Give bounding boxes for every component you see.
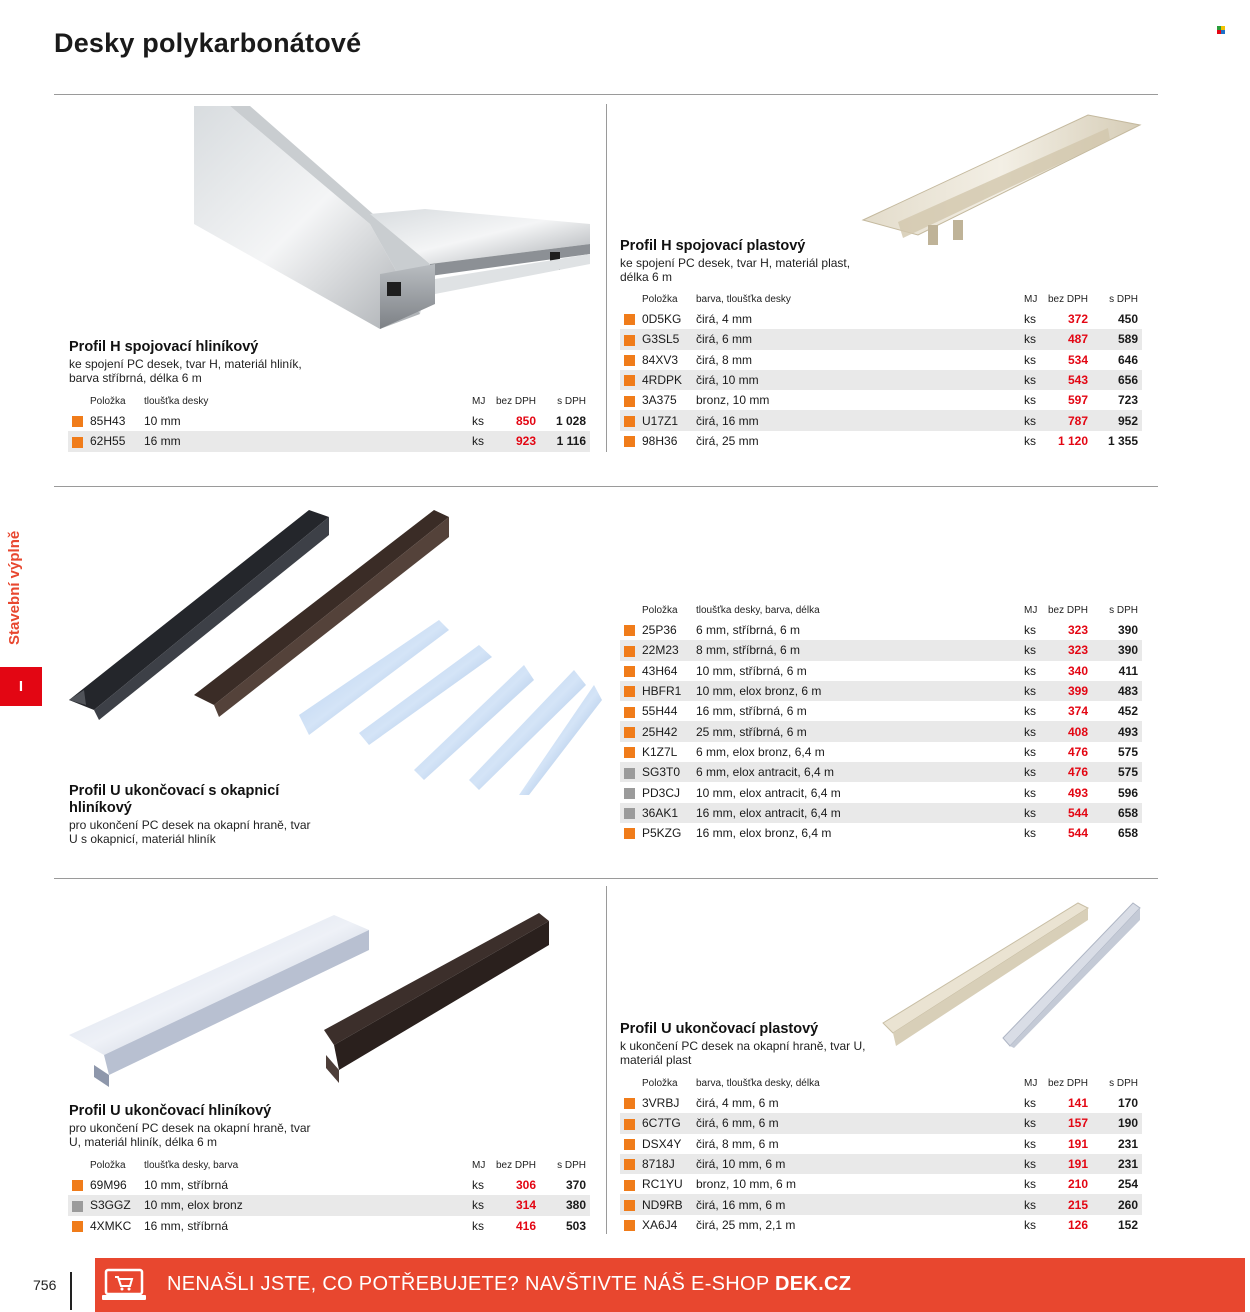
product-title: Profil U ukončovací s okapnicí hliníkový <box>69 783 280 816</box>
unit: ks <box>1024 1136 1036 1151</box>
product-spec: čirá, 16 mm <box>694 410 1022 430</box>
product-spec: čirá, 4 mm <box>696 312 753 327</box>
product-code: 55H44 <box>642 704 678 719</box>
price-without-vat: 544 <box>1067 826 1088 841</box>
product-code: 0D5KG <box>642 312 682 327</box>
product-description: k ukončení PC desek na okapní hraně, tvar U, materiál plast <box>620 1039 866 1067</box>
availability-swatch <box>624 646 635 657</box>
availability-swatch <box>624 747 635 758</box>
unit: ks <box>472 414 484 429</box>
table-row <box>620 782 1142 802</box>
column-header: MJ <box>472 396 486 407</box>
table-row <box>620 1134 1142 1154</box>
price-without-vat: 399 <box>1046 681 1096 701</box>
product-spec: 16 mm <box>142 431 470 451</box>
price-without-vat: 534 <box>1067 352 1088 367</box>
product-image-u-aluminium <box>64 905 564 1090</box>
table-row <box>620 410 1142 430</box>
table-row <box>68 431 590 451</box>
product-spec: 16 mm, stříbrná <box>144 1218 229 1233</box>
price-with-vat: 370 <box>565 1178 586 1193</box>
divider-lower <box>54 878 1158 879</box>
product-spec: 8 mm, stříbrná, 6 m <box>694 640 1022 660</box>
product-spec: 10 mm, elox antracit, 6,4 m <box>696 785 841 800</box>
product-spec: čirá, 25 mm <box>696 433 759 448</box>
unit: ks <box>1022 721 1046 741</box>
price-with-vat: 254 <box>1117 1177 1138 1192</box>
column-header: bez DPH <box>496 1160 537 1171</box>
price-with-vat: 658 <box>1117 826 1138 841</box>
column-header: MJ <box>1024 1078 1038 1089</box>
availability-swatch <box>624 625 635 636</box>
unit: ks <box>1024 433 1036 448</box>
product-u-drip-aluminium <box>69 783 329 846</box>
availability-swatch <box>624 1159 635 1170</box>
product-code: 43H64 <box>642 663 678 678</box>
availability-swatch <box>624 686 635 697</box>
table-row <box>68 1195 590 1215</box>
product-spec: 6 mm, elox antracit, 6,4 m <box>694 762 1022 782</box>
price-without-vat: 923 <box>494 431 544 451</box>
price-with-vat: 589 <box>1096 329 1142 349</box>
product-spec: 10 mm <box>144 414 181 429</box>
product-code: 69M96 <box>90 1178 127 1193</box>
price-table-u-plastic <box>620 1074 1142 1235</box>
product-code: 25P36 <box>642 623 677 638</box>
price-with-vat: 575 <box>1096 762 1142 782</box>
price-without-vat: 1 120 <box>1057 433 1088 448</box>
availability-swatch <box>624 828 635 839</box>
column-header: Položka <box>90 1160 126 1171</box>
table-row <box>620 370 1142 390</box>
column-header: MJ <box>1024 605 1038 616</box>
price-without-vat: 306 <box>515 1178 536 1193</box>
price-without-vat: 374 <box>1067 704 1088 719</box>
price-with-vat: 952 <box>1096 410 1142 430</box>
product-spec: 6 mm, elox bronz, 6,4 m <box>696 744 825 759</box>
price-with-vat: 1 028 <box>555 414 586 429</box>
table-row <box>620 661 1142 681</box>
column-header: bez DPH <box>1048 605 1089 616</box>
product-code: 4XMKC <box>90 1218 132 1233</box>
price-without-vat: 372 <box>1067 312 1088 327</box>
product-spec: čirá, 8 mm <box>696 352 753 367</box>
availability-swatch <box>624 768 635 779</box>
table-row <box>620 1093 1142 1113</box>
availability-swatch <box>72 1180 83 1191</box>
footer-eshop-link[interactable] <box>167 1273 851 1296</box>
product-code: HBFR1 <box>640 681 694 701</box>
product-spec: čirá, 25 mm, 2,1 m <box>696 1217 796 1232</box>
price-without-vat: 215 <box>1046 1194 1096 1214</box>
product-title: Profil U ukončovací hliníkový <box>69 1103 272 1119</box>
table-row <box>620 390 1142 410</box>
product-code: XA6J4 <box>642 1217 678 1232</box>
unit: ks <box>1022 370 1046 390</box>
availability-swatch <box>624 314 635 325</box>
column-header: barva, tloušťka desky, délka <box>696 1078 820 1089</box>
product-u-aluminium <box>69 1103 591 1149</box>
price-with-vat: 190 <box>1096 1113 1142 1133</box>
price-without-vat: 191 <box>1046 1154 1096 1174</box>
price-without-vat: 191 <box>1067 1136 1088 1151</box>
unit: ks <box>1024 704 1036 719</box>
unit: ks <box>1022 640 1046 660</box>
availability-swatch <box>624 1119 635 1130</box>
divider-middle <box>54 486 1158 487</box>
price-table-h-plastic <box>620 290 1142 451</box>
price-without-vat: 476 <box>1046 762 1096 782</box>
table-header-row <box>620 1074 1142 1093</box>
unit: ks <box>1024 1177 1036 1192</box>
product-code: 98H36 <box>642 433 678 448</box>
product-code: 8718J <box>640 1154 694 1174</box>
product-title: Profil U ukončovací plastový <box>620 1021 819 1037</box>
product-spec: 10 mm, elox bronz <box>142 1195 470 1215</box>
price-with-vat: 646 <box>1117 352 1138 367</box>
product-spec: čirá, 10 mm <box>694 370 1022 390</box>
product-spec: čirá, 4 mm, 6 m <box>696 1096 779 1111</box>
availability-swatch <box>624 436 635 447</box>
availability-swatch <box>72 1221 83 1232</box>
product-code: 25H42 <box>640 721 694 741</box>
column-header <box>620 601 640 620</box>
unit: ks <box>1024 623 1036 638</box>
product-code: G3SL5 <box>640 329 694 349</box>
product-spec: čirá, 6 mm <box>694 329 1022 349</box>
availability-swatch <box>624 416 635 427</box>
product-spec: čirá, 10 mm, 6 m <box>694 1154 1022 1174</box>
unit: ks <box>472 1218 484 1233</box>
unit: ks <box>1022 1113 1046 1133</box>
table-row <box>620 1215 1142 1235</box>
product-code: U17Z1 <box>640 410 694 430</box>
product-description: ke spojení PC desek, tvar H, materiál hliník, barva stříbrná, délka 6 m <box>69 357 302 385</box>
product-code: PD3CJ <box>642 785 681 800</box>
color-mark-icon <box>1217 26 1225 34</box>
price-with-vat: 390 <box>1117 623 1138 638</box>
price-with-vat: 493 <box>1096 721 1142 741</box>
price-with-vat: 483 <box>1096 681 1142 701</box>
column-header <box>620 290 640 309</box>
unit: ks <box>1024 312 1036 327</box>
column-header <box>68 392 88 411</box>
product-spec: 25 mm, stříbrná, 6 m <box>694 721 1022 741</box>
price-without-vat: 850 <box>515 414 536 429</box>
price-table-u-drip-aluminium <box>620 601 1142 843</box>
product-spec: 10 mm, stříbrná, 6 m <box>696 663 807 678</box>
column-header: s DPH <box>1109 294 1138 305</box>
column-header: Položka <box>642 294 678 305</box>
price-table-h-aluminium <box>68 392 590 452</box>
footer-banner[interactable] <box>0 1258 1250 1312</box>
product-code: 85H43 <box>90 414 126 429</box>
price-without-vat: 544 <box>1046 803 1096 823</box>
price-without-vat: 210 <box>1067 1177 1088 1192</box>
availability-swatch <box>624 808 635 819</box>
product-code: 4RDPK <box>640 370 694 390</box>
table-row <box>620 701 1142 721</box>
availability-swatch <box>624 707 635 718</box>
availability-swatch <box>624 727 635 738</box>
product-u-plastic <box>620 1021 1142 1067</box>
price-without-vat: 493 <box>1067 785 1088 800</box>
table-row <box>620 823 1142 843</box>
table-row <box>620 762 1142 782</box>
product-code: 84XV3 <box>642 352 679 367</box>
availability-swatch <box>72 1201 83 1212</box>
availability-swatch <box>624 666 635 677</box>
table-row <box>620 1174 1142 1194</box>
table-row <box>620 620 1142 640</box>
price-table-u-aluminium <box>68 1156 590 1236</box>
product-spec: 16 mm, stříbrná, 6 m <box>696 704 807 719</box>
price-with-vat: 656 <box>1096 370 1142 390</box>
price-without-vat: 597 <box>1067 393 1088 408</box>
table-header-row <box>620 601 1142 620</box>
product-code: SG3T0 <box>640 762 694 782</box>
unit: ks <box>1024 1096 1036 1111</box>
table-row <box>620 350 1142 370</box>
unit: ks <box>1022 329 1046 349</box>
price-with-vat: 452 <box>1117 704 1138 719</box>
unit: ks <box>1024 1217 1036 1232</box>
product-spec: bronz, 10 mm, 6 m <box>696 1177 797 1192</box>
price-with-vat: 380 <box>544 1195 590 1215</box>
price-with-vat: 1 116 <box>544 431 590 451</box>
product-code: ND9RB <box>640 1194 694 1214</box>
product-h-plastic <box>620 238 1142 284</box>
table-row <box>620 721 1142 741</box>
price-without-vat: 416 <box>515 1218 536 1233</box>
column-header: s DPH <box>1109 605 1138 616</box>
laptop-cart-icon <box>102 1268 146 1302</box>
table-row <box>620 1194 1142 1214</box>
product-spec: čirá, 6 mm, 6 m <box>694 1113 1022 1133</box>
unit: ks <box>1022 803 1046 823</box>
product-code: 3A375 <box>642 393 677 408</box>
footer-text: NENAŠLI JSTE, CO POTŘEBUJETE? NAVŠTIVTE NÁŠ E-SHOP <box>167 1273 770 1295</box>
column-header: Položka <box>90 396 126 407</box>
price-without-vat: 126 <box>1067 1217 1088 1232</box>
footer-brand: DEK.CZ <box>775 1273 852 1295</box>
column-header: barva, tloušťka desky <box>696 294 791 305</box>
price-without-vat: 408 <box>1046 721 1096 741</box>
side-tab-label: Stavební výplně <box>6 530 23 645</box>
product-image-h-plastic <box>858 110 1143 245</box>
product-h-aluminium <box>69 339 591 385</box>
price-with-vat: 503 <box>565 1218 586 1233</box>
column-header: Položka <box>642 605 678 616</box>
product-spec: 10 mm, stříbrná <box>144 1178 229 1193</box>
product-spec: 6 mm, stříbrná, 6 m <box>696 623 801 638</box>
price-without-vat: 323 <box>1046 640 1096 660</box>
table-row <box>620 681 1142 701</box>
page-title: Desky polykarbonátové <box>54 28 362 58</box>
unit: ks <box>470 431 494 451</box>
price-with-vat: 260 <box>1096 1194 1142 1214</box>
unit: ks <box>1024 393 1036 408</box>
table-header-row <box>620 290 1142 309</box>
column-header: tloušťka desky, barva <box>144 1160 239 1171</box>
availability-swatch <box>624 1098 635 1109</box>
price-with-vat: 658 <box>1096 803 1142 823</box>
column-header: MJ <box>1024 294 1038 305</box>
availability-swatch <box>624 375 635 386</box>
price-with-vat: 596 <box>1117 785 1138 800</box>
availability-swatch <box>624 1220 635 1231</box>
table-row <box>68 1216 590 1236</box>
availability-swatch <box>624 788 635 799</box>
column-header: Položka <box>642 1078 678 1089</box>
price-without-vat: 323 <box>1067 623 1088 638</box>
product-code: K1Z7L <box>642 744 678 759</box>
unit: ks <box>1024 785 1036 800</box>
page-number-rule <box>70 1272 72 1310</box>
product-spec: 10 mm, elox bronz, 6 m <box>694 681 1022 701</box>
column-header: s DPH <box>557 1160 586 1171</box>
price-without-vat: 340 <box>1067 663 1088 678</box>
product-code: P5KZG <box>642 826 682 841</box>
column-header: s DPH <box>1109 1078 1138 1089</box>
divider-vertical-2 <box>606 886 607 1234</box>
price-with-vat: 411 <box>1118 663 1138 678</box>
product-spec: čirá, 16 mm, 6 m <box>694 1194 1022 1214</box>
column-header: s DPH <box>557 396 586 407</box>
table-row <box>620 803 1142 823</box>
availability-swatch <box>72 437 83 448</box>
price-with-vat: 450 <box>1117 312 1138 327</box>
column-header: bez DPH <box>1048 1078 1089 1089</box>
divider-vertical-1 <box>606 104 607 452</box>
price-without-vat: 487 <box>1046 329 1096 349</box>
price-with-vat: 390 <box>1096 640 1142 660</box>
price-with-vat: 1 355 <box>1107 433 1138 448</box>
product-code: 36AK1 <box>640 803 694 823</box>
column-header: tloušťka desky, barva, délka <box>696 605 820 616</box>
availability-swatch <box>624 1200 635 1211</box>
unit: ks <box>1024 663 1036 678</box>
availability-swatch <box>624 1180 635 1191</box>
unit: ks <box>1022 1194 1046 1214</box>
product-description: ke spojení PC desek, tvar H, materiál plast, délka 6 m <box>620 256 851 284</box>
table-row <box>620 1113 1142 1133</box>
unit: ks <box>1022 1154 1046 1174</box>
product-code: RC1YU <box>642 1177 683 1192</box>
price-without-vat: 787 <box>1046 410 1096 430</box>
price-with-vat: 723 <box>1117 393 1138 408</box>
availability-swatch <box>624 335 635 346</box>
unit: ks <box>1022 762 1046 782</box>
column-header: bez DPH <box>496 396 537 407</box>
unit: ks <box>1022 681 1046 701</box>
price-with-vat: 170 <box>1117 1096 1138 1111</box>
availability-swatch <box>624 355 635 366</box>
price-with-vat: 152 <box>1117 1217 1138 1232</box>
product-title: Profil H spojovací hliníkový <box>69 339 259 355</box>
product-description: pro ukončení PC desek na okapní hraně, tvar U s okapnicí, materiál hliník <box>69 818 311 846</box>
column-header <box>620 1074 640 1093</box>
price-without-vat: 141 <box>1067 1096 1088 1111</box>
product-image-u-drip-aluminium <box>64 505 604 795</box>
table-row <box>68 1175 590 1195</box>
product-code: 3VRBJ <box>642 1096 680 1111</box>
product-spec: čirá, 8 mm, 6 m <box>696 1136 779 1151</box>
price-without-vat: 543 <box>1046 370 1096 390</box>
price-with-vat: 231 <box>1117 1136 1138 1151</box>
price-without-vat: 157 <box>1046 1113 1096 1133</box>
table-row <box>620 742 1142 762</box>
product-spec: 16 mm, elox bronz, 6,4 m <box>696 826 832 841</box>
unit: ks <box>1024 744 1036 759</box>
table-row <box>620 309 1142 329</box>
table-row <box>620 1154 1142 1174</box>
unit: ks <box>1022 410 1046 430</box>
availability-swatch <box>624 396 635 407</box>
product-code: 22M23 <box>640 640 694 660</box>
column-header <box>68 1156 88 1175</box>
product-spec: 16 mm, elox antracit, 6,4 m <box>694 803 1022 823</box>
product-code: 6C7TG <box>640 1113 694 1133</box>
column-header: MJ <box>472 1160 486 1171</box>
column-header: tloušťka desky <box>144 396 209 407</box>
availability-swatch <box>624 1139 635 1150</box>
table-row <box>620 431 1142 451</box>
product-code: 62H55 <box>88 431 142 451</box>
table-row <box>620 329 1142 349</box>
unit: ks <box>472 1178 484 1193</box>
divider-top <box>54 94 1158 95</box>
product-image-h-aluminium <box>190 104 590 340</box>
table-header-row <box>68 392 590 411</box>
price-with-vat: 231 <box>1096 1154 1142 1174</box>
side-tab-letter: I <box>0 667 42 706</box>
product-code: DSX4Y <box>642 1136 682 1151</box>
product-spec: bronz, 10 mm <box>696 393 770 408</box>
availability-swatch <box>72 416 83 427</box>
product-description: pro ukončení PC desek na okapní hraně, tvar U, materiál hliník, délka 6 m <box>69 1121 311 1149</box>
price-without-vat: 314 <box>494 1195 544 1215</box>
column-header: bez DPH <box>1048 294 1089 305</box>
product-title: Profil H spojovací plastový <box>620 238 806 254</box>
table-header-row <box>68 1156 590 1175</box>
table-row <box>620 640 1142 660</box>
table-row <box>68 411 590 431</box>
product-code: S3GGZ <box>88 1195 142 1215</box>
page-number: 756 <box>33 1277 57 1293</box>
price-with-vat: 575 <box>1117 744 1138 759</box>
unit: ks <box>470 1195 494 1215</box>
unit: ks <box>1024 352 1036 367</box>
price-without-vat: 476 <box>1067 744 1088 759</box>
unit: ks <box>1024 826 1036 841</box>
